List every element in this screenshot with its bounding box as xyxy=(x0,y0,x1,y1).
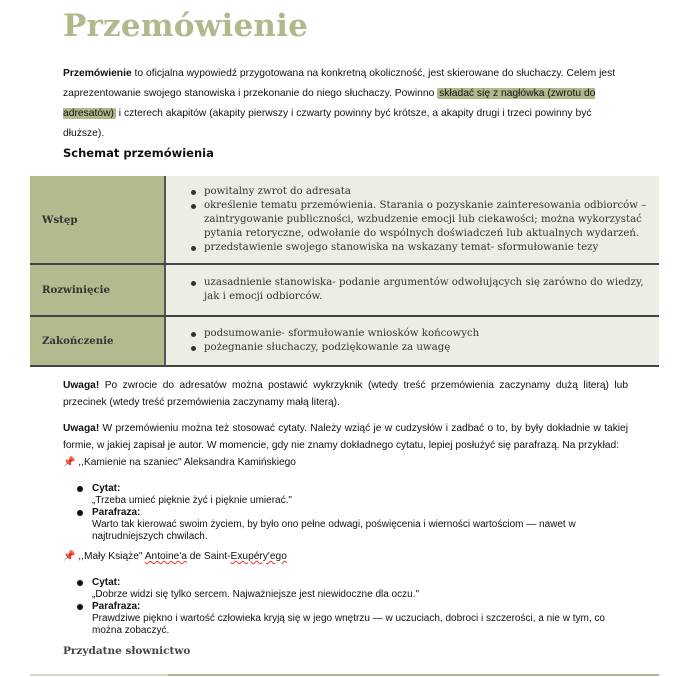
list-item: uzasadnienie stanowiska- podanie argumentów odwołujących się zarówno do wiedzy, jak i emocji odbiorców. xyxy=(204,276,649,304)
page-title: Przemówienie xyxy=(63,8,309,44)
quote-label: Cytat: xyxy=(92,577,121,588)
example-source xyxy=(63,457,296,468)
example-list xyxy=(80,577,625,637)
table-row xyxy=(30,264,659,316)
intro-paragraph xyxy=(63,64,623,144)
list-item xyxy=(80,577,625,601)
note-paragraph xyxy=(63,420,628,454)
highlighted-text: składać się z nagłówka (zwrotu do adresatów) xyxy=(63,88,596,119)
note-bold: Uwaga! xyxy=(63,380,100,391)
pushpin-icon: 📌 xyxy=(63,457,76,468)
list-item: określenie tematu przemówienia. Starania o pozyskanie zainteresowania odbiorców – zaintrygowanie publiczności, wzbudzenie emocji lub ciekawości; można wykorzystać pytania retoryczne, odwołanie do wspólnych doświadczeń lub aktualnych wydarzeń. xyxy=(204,199,649,241)
table-row xyxy=(30,316,659,366)
vocab-heading: Przydatne słownictwo xyxy=(63,645,191,657)
note-text: W przemówieniu można też stosować cytaty. Należy wziąć je w cudzysłów i zadbać o to, by były dokładnie w takiej formie, w jakiej zapisał je autor. W momencie, gdy nie znamy dokładnego cytatu, lepiej posłużyć się parafrazą. Na przykład: xyxy=(63,423,628,451)
misspelled-word[interactable]: Exupéry'ego xyxy=(230,551,287,562)
table-row xyxy=(30,176,659,264)
example-source xyxy=(63,551,287,562)
misspelled-word[interactable]: Antoine'a xyxy=(144,551,187,562)
row-content xyxy=(165,316,659,366)
paraphrase-text: Warto tak kierować swoim życiem, by było ono pełne odwagi, poświęcenia i wierności wartościom — nawet w najtrudniejszych chwilach. xyxy=(92,519,576,542)
quote-text: „Dobrze widzi się tylko sercem. Najważniejsze jest niewidoczne dla oczu." xyxy=(92,589,420,600)
row-label: Zakończenie xyxy=(30,316,165,366)
quote-label: Cytat: xyxy=(92,483,121,494)
source-text: ,,Kamienie na szaniec" Aleksandra Kamińskiego xyxy=(78,457,296,468)
schema-heading: Schemat przemówienia xyxy=(63,146,214,160)
source-text: ,,Mały Książe" xyxy=(78,551,145,562)
row-content xyxy=(165,176,659,264)
list-item: podsumowanie- sformułowanie wniosków końcowych xyxy=(204,327,649,341)
list-item xyxy=(80,601,625,637)
source-text: de Saint- xyxy=(186,551,231,562)
paraphrase-label: Parafraza: xyxy=(92,601,141,612)
paraphrase-label: Parafraza: xyxy=(92,507,141,518)
row-label: Wstęp xyxy=(30,176,165,264)
schema-table xyxy=(30,176,659,367)
divider xyxy=(30,674,168,676)
list-item: pożegnanie słuchaczy, podziękowanie za uwagę xyxy=(204,341,649,355)
intro-text: to oficjalna wypowiedź przygotowana na konkretną okoliczność, jest skierowane do słuchaczy. Celem jest zaprezentowanie swojego stanowiska i przekonanie do niego słuchaczy. Powinno xyxy=(63,68,616,99)
table-top-border xyxy=(30,674,659,676)
list-item: powitalny zwrot do adresata xyxy=(204,185,649,199)
note-bold: Uwaga! xyxy=(63,423,100,434)
pushpin-icon: 📌 xyxy=(63,551,76,562)
quote-text: „Trzeba umieć pięknie żyć i pięknie umierać." xyxy=(92,495,292,506)
row-label: Rozwinięcie xyxy=(30,264,165,316)
intro-bold: Przemówienie xyxy=(63,68,132,79)
note-text: Po zwrocie do adresatów można postawić wykrzyknik (wtedy treść przemówienia zaczynamy dużą literą) lub przecinek (wtedy treść przemówienia zaczynamy małą literą). xyxy=(63,380,628,408)
list-item xyxy=(80,483,625,507)
list-item xyxy=(80,507,625,543)
intro-text-end: i czterech akapitów (akapity pierwszy i czwarty powinny być krótsze, a akapity drugi i trzeci powinny być dłuższe). xyxy=(63,108,592,139)
note-paragraph xyxy=(63,377,628,411)
list-item: przedstawienie swojego stanowiska na wskazany temat- sformułowanie tezy xyxy=(204,241,649,255)
row-content xyxy=(165,264,659,316)
example-list xyxy=(80,483,625,543)
paraphrase-text: Prawdziwe piękno i wartość człowieka kryją się w jego wnętrzu — w uczuciach, dobroci i szczerości, a nie w tym, co można zobaczyć. xyxy=(92,613,605,636)
